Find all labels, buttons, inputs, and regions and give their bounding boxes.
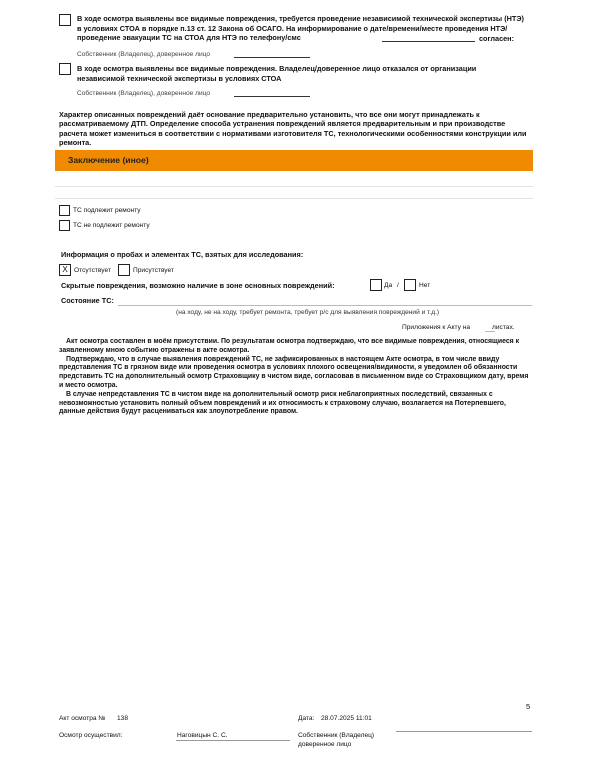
conclusion-line-1[interactable]	[55, 186, 533, 187]
section1-text-body: В ходе осмотра выявлены все видимые повреждения, требуется проведение независимой технической экспертизы (НТЭ) в условиях СТОА в порядке п.13 ст. 12 Закона об ОСАГО. На информирование о дате/времени/месте проведения НТЭ/проведение эвакуации ТС на СТОА для НТЭ по телефону/смс	[77, 14, 524, 43]
footer-owner-label: Собственник (Владелец)	[298, 732, 375, 739]
inspector-name: Наговицын С. С.	[177, 732, 228, 739]
condition-hint: (на ходу, не на ходу, требует ремонта, требует р/с для выявления повреждений и т.д.)	[176, 309, 440, 316]
hidden-yes-label: Да	[384, 282, 393, 289]
hidden-no-checkbox[interactable]	[404, 279, 416, 291]
owner-signature-line-2[interactable]	[234, 96, 310, 97]
owner-signature-line-1[interactable]	[234, 57, 310, 58]
page-number: 5	[526, 702, 531, 711]
repair-no-checkbox[interactable]	[59, 220, 70, 231]
conclusion-header	[55, 150, 533, 171]
act-number-value: 138	[117, 715, 129, 722]
date-label: Дата:	[298, 715, 315, 722]
disclaimer-text: Характер описанных повреждений даёт основание предварительно установить, что все они могут принадлежать к рассматриваемому ДТП. Определение способа устранения повреждений является предварительным и при производстве расчета может измениться в соответствии с нормативами изготовителя ТС, технологическими особенностями конструкции или ремонта.	[59, 110, 527, 148]
footer-owner-signature-line[interactable]	[396, 731, 532, 732]
attachments-prefix: Приложения к Акту на	[402, 324, 471, 331]
hidden-damage-label: Скрытые повреждения, возможно наличие в зоне основных повреждений:	[61, 281, 335, 290]
inspector-label: Осмотр осуществил:	[59, 732, 123, 739]
owner-label-2: Собственник (Владелец), доверенное лицо	[77, 90, 211, 97]
confirmation-paragraphs	[59, 338, 531, 417]
owner-label-1: Собственник (Владелец), доверенное лицо	[77, 51, 211, 58]
date-value: 28.07.2025 11:01	[321, 715, 372, 722]
footer-proxy-label: доверенное лицо	[298, 741, 352, 748]
samples-absent-checkbox[interactable]: X	[59, 264, 71, 276]
condition-label: Состояние ТС:	[61, 296, 114, 305]
condition-field[interactable]	[118, 305, 532, 306]
repair-yes-label: ТС подлежит ремонту	[73, 207, 141, 214]
paragraph-reinspection: Подтверждаю, что в случае выявления повреждений ТС, не зафиксированных в настоящем Акте осмотра, в том числе ввиду представления ТС в грязном виде или проведения осмотра в условиях плохого освещения/видимости, я уведомлен об обязанности представить ТС на дополнительный осмотр Страховщику в чистом виде, согласовав в письменном виде со Страховщиком дату, время и место осмотра.	[59, 355, 529, 389]
agreed-label: согласен:	[479, 34, 515, 43]
phone-sms-line[interactable]	[382, 41, 475, 42]
hidden-no-label: Нет	[419, 282, 431, 289]
hidden-yes-checkbox[interactable]	[370, 279, 382, 291]
attachments-suffix: листах.	[492, 324, 515, 331]
samples-absent-label: Отсутствует	[74, 267, 111, 274]
refusal-checkbox[interactable]	[59, 63, 71, 75]
paragraph-presence: Акт осмотра составлен в моём присутствии. По результатам осмотра подтверждаю, что все видимые повреждения, относящиеся к заявленному мною событию отражены в акте осмотра.	[59, 338, 520, 354]
inspector-signature-line[interactable]	[176, 740, 290, 741]
samples-present-checkbox[interactable]	[118, 264, 130, 276]
act-number-label: Акт осмотра №	[59, 715, 106, 722]
repair-no-label: ТС не подлежит ремонту	[73, 222, 150, 229]
repair-yes-checkbox[interactable]	[59, 205, 70, 216]
section1-text	[77, 14, 529, 43]
section2-text: В ходе осмотра выявлены все видимые повреждения. Владелец/доверенное лицо отказался от организации независимой технической экспертизы в условиях СТОА	[77, 64, 477, 83]
paragraph-consequences: В случае непредставления ТС в чистом виде на дополнительный осмотр риск неблагоприятных последствий, связанных с невозможностью установить полный объем повреждений и их относимость к страховому случаю, возлагается на Потерпевшего, данные действия будут расцениваться как злоупотребление правом.	[59, 390, 506, 416]
conclusion-title: Заключение (иное)	[68, 155, 149, 165]
samples-present-label: Присутствует	[133, 267, 174, 274]
hidden-separator: /	[397, 282, 399, 289]
ntj-checkbox[interactable]	[59, 14, 71, 26]
samples-title: Информация о пробах и элементах ТС, взятых для исследования:	[61, 250, 304, 259]
conclusion-line-2[interactable]	[55, 198, 533, 199]
